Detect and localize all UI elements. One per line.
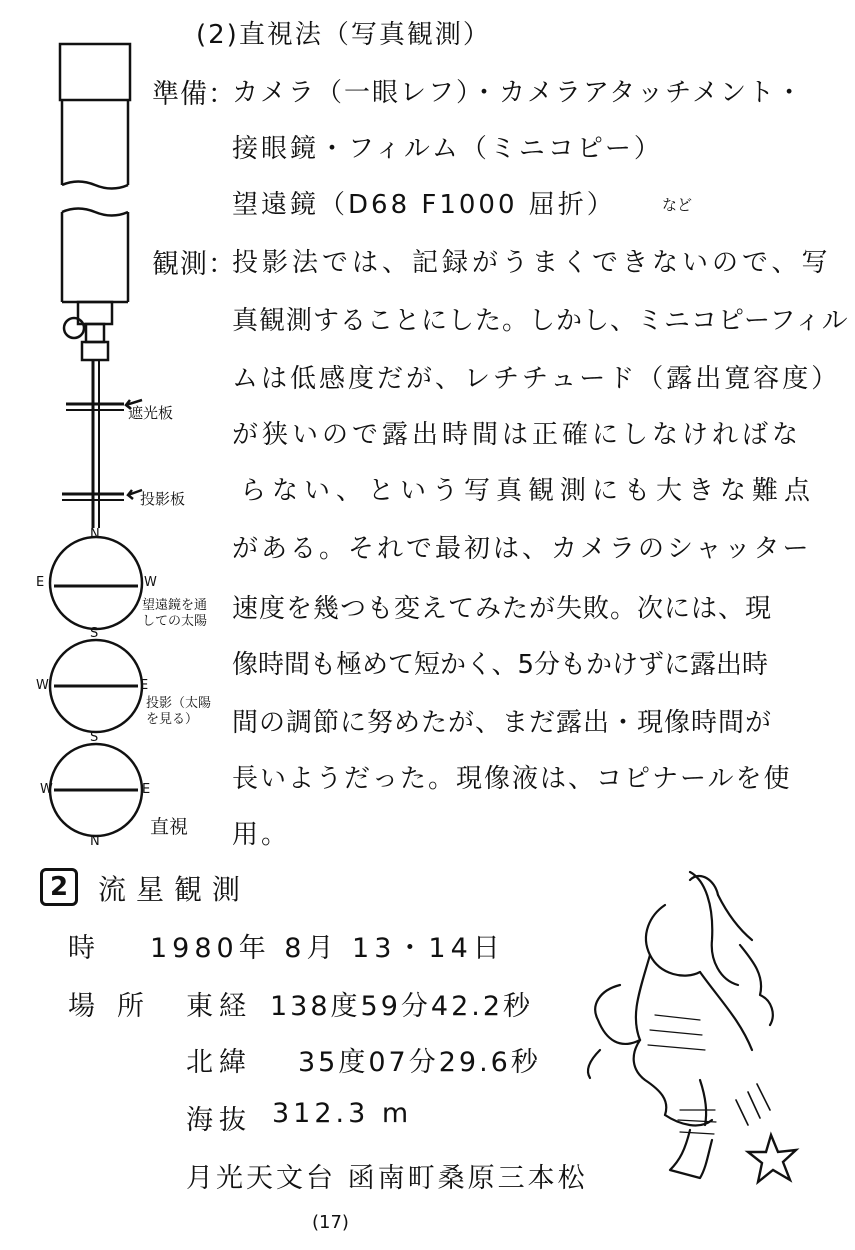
meteor-title: 流星観測 <box>98 873 251 906</box>
alt-label: 海抜 <box>186 1105 252 1136</box>
obs-line-6: がある。それで最初は、カメラのシャッター <box>232 534 812 564</box>
prep-etc: など <box>662 196 693 214</box>
compass-s-c: S <box>90 730 99 745</box>
compass-e-a: E <box>36 575 45 590</box>
alt-value: 312.3 m <box>272 1098 413 1129</box>
obs-line-3: ムは低感度だが、レチチュード（露出寛容度） <box>232 364 841 394</box>
observatory-address: 月光天文台 函南町桑原三本松 <box>186 1163 588 1194</box>
sun-a-label: 望遠鏡を通しての太陽 <box>142 598 208 629</box>
section-heading: (2)直視法（写真観測） <box>196 20 491 50</box>
obs-line-9: 間の調節に努めたが、まだ露出・現像時間が <box>232 708 773 738</box>
sun-b-label: 投影（太陽を見る） <box>146 696 212 727</box>
lon-label: 東経 <box>186 991 252 1022</box>
focus-knob <box>64 318 84 338</box>
prep-line-2: 接眼鏡・フィルム（ミニコピー） <box>232 134 663 164</box>
obs-line-10: 長いようだった。現像液は、コピナールを使 <box>232 764 792 794</box>
place-label: 場所 <box>68 991 166 1022</box>
lat-label: 北緯 <box>186 1047 252 1078</box>
projection-plate-label: 投影板 <box>140 490 186 508</box>
page-number: (17) <box>312 1212 349 1233</box>
compass-e-b: E <box>140 678 149 693</box>
time-label: 時 <box>68 933 101 964</box>
prep-line-1: カメラ（一眼レフ）・カメラアタッチメント・ <box>232 78 805 108</box>
compass-n-a: N <box>90 527 100 542</box>
obs-line-2: 真観測することにした。しかし、ミニコピーフィル <box>232 306 849 336</box>
prep-label: 準備： <box>152 79 236 110</box>
shade-plate-label: 遮光板 <box>128 404 174 422</box>
time-value: 1980年 8月 13・14日 <box>150 933 505 964</box>
sun-circle-a <box>50 537 142 629</box>
sun-c-label: 直視 <box>150 816 189 838</box>
prep-line-3: 望遠鏡（D68 F1000 屈折） <box>232 190 616 220</box>
obs-line-8: 像時間も極めて短かく、5分もかけずに露出時 <box>232 650 769 680</box>
compass-w-b: W <box>36 678 49 693</box>
obs-line-5: らない、という写真観測にも大きな難点 <box>240 476 817 506</box>
camera-body-box <box>60 44 130 100</box>
obs-line-4: が狭いので露出時間は正確にしなければな <box>232 420 803 450</box>
lat-value: 35度07分29.6秒 <box>298 1047 541 1078</box>
compass-w-a: W <box>144 575 157 590</box>
star-icon <box>748 1135 796 1182</box>
compass-w-c: W <box>40 782 53 797</box>
compass-n-c: N <box>90 834 100 849</box>
obs-line-7: 速度を幾つも変えてみたが失敗。次には、現 <box>232 594 773 624</box>
obs-line-11: 用。 <box>232 820 291 850</box>
lon-value: 138度59分42.2秒 <box>270 991 534 1022</box>
obs-line-1: 投影法では、記録がうまくできないので、写 <box>232 248 832 278</box>
observer-illustration <box>588 872 773 1178</box>
obs-label: 観測： <box>152 249 236 280</box>
compass-e-c: E <box>142 782 151 797</box>
section-number-badge: 2 <box>40 868 78 906</box>
compass-s-b: S <box>90 626 99 641</box>
